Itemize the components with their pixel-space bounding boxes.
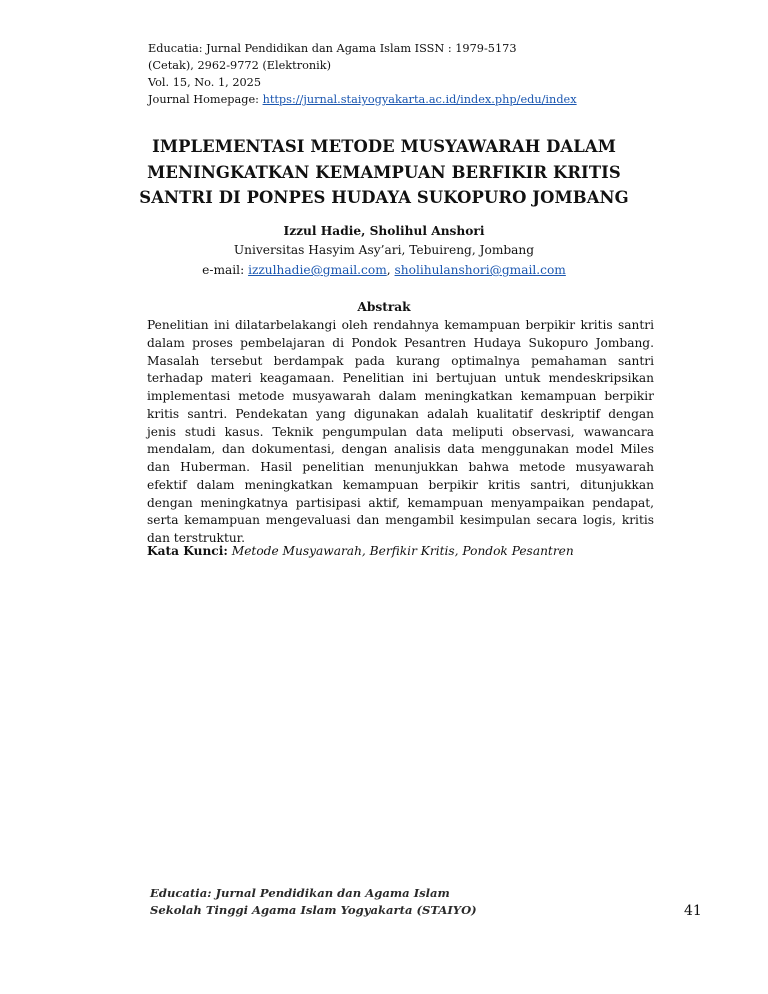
email-label: e-mail: (202, 263, 249, 277)
email-link-2[interactable]: sholihulanshori@gmail.com (394, 263, 566, 277)
footer-journal (150, 885, 490, 919)
abstract-line: dan Huberman. Hasil penelitian menunjukkan bahwa metode musyawarah (147, 460, 654, 474)
abstract-line: Masalah tersebut berdampak pada kurang optimalnya pemahaman santri (147, 353, 654, 368)
authors: Izzul Hadie, Sholihul Anshori (283, 224, 485, 238)
journal-volume: Vol. 15, No. 1, 2025 (148, 76, 262, 89)
abstract-line: efektif dalam meningkatkan kemampuan berpikir kritis santri, ditunjukkan (147, 477, 654, 492)
homepage-link[interactable]: https://jurnal.staiyogyakarta.ac.id/index.php/edu/index (262, 93, 577, 106)
page-number: 41 (684, 903, 702, 919)
title-line: IMPLEMENTASI METODE MUSYAWARAH DALAM (152, 137, 616, 156)
footer-journal-name: Educatia: Jurnal Pendidikan dan Agama Islam (150, 886, 450, 900)
abstract-line: terhadap materi keagamaan. Penelitian ini bertujuan untuk mendeskripsikan (147, 371, 654, 386)
abstract-line: mendalam, dan dokumentasi, dengan analisis data menggunakan model Miles (147, 442, 654, 457)
keywords (147, 542, 654, 560)
homepage-label: Journal Homepage: (148, 93, 263, 106)
journal-header (148, 40, 628, 108)
abstract-line: jenis studi kasus. Teknik pengumpulan data meliputi observasi, wawancara (147, 424, 654, 439)
abstract-heading: Abstrak (357, 300, 411, 314)
footer-institution: Sekolah Tinggi Agama Islam Yogyakarta (STAIYO) (150, 903, 477, 917)
abstract-line: serta kemampuan mengevaluasi dan mengambil kesimpulan secara logis, kritis (147, 513, 654, 528)
journal-issn-line: (Cetak), 2962-9772 (Elektronik) (148, 59, 332, 72)
abstract-line: Penelitian ini dilatarbelakangi oleh rendahnya kemampuan berpikir kritis santri (147, 318, 654, 332)
title-line: MENINGKATKAN KEMAMPUAN BERFIKIR KRITIS (147, 162, 621, 182)
journal-info-line: Educatia: Jurnal Pendidikan dan Agama Islam ISSN : 1979-5173 (148, 42, 517, 55)
affiliation: Universitas Hasyim Asy’ari, Tebuireng, Jombang (233, 243, 535, 257)
email-separator: , (386, 263, 395, 277)
abstract-line: dengan meningkatnya partisipasi aktif, kemampuan menyampaikan pendapat, (147, 495, 654, 510)
abstract-body (147, 317, 654, 548)
abstract-line: dalam proses pembelajaran di Pondok Pesantren Hudaya Sukopuro Jombang. (147, 335, 654, 350)
abstract-line: kritis santri. Pendekatan yang digunakan adalah kualitatif deskriptif dengan (147, 406, 654, 421)
journal-homepage (148, 91, 628, 108)
abstract-line: dan terstruktur. (147, 531, 246, 545)
keywords-value: Metode Musyawarah, Berfikir Kritis, Pondok Pesantren (227, 544, 574, 558)
abstract-line: implementasi metode musyawarah dalam meningkatkan kemampuan berpikir (147, 389, 654, 403)
author-emails (120, 261, 648, 279)
paper-title (120, 134, 648, 211)
email-link-1[interactable]: izzulhadie@gmail.com (248, 263, 387, 277)
keywords-label: Kata Kunci: (147, 544, 228, 558)
title-line: SANTRI DI PONPES HUDAYA SUKOPURO JOMBANG (139, 188, 629, 207)
